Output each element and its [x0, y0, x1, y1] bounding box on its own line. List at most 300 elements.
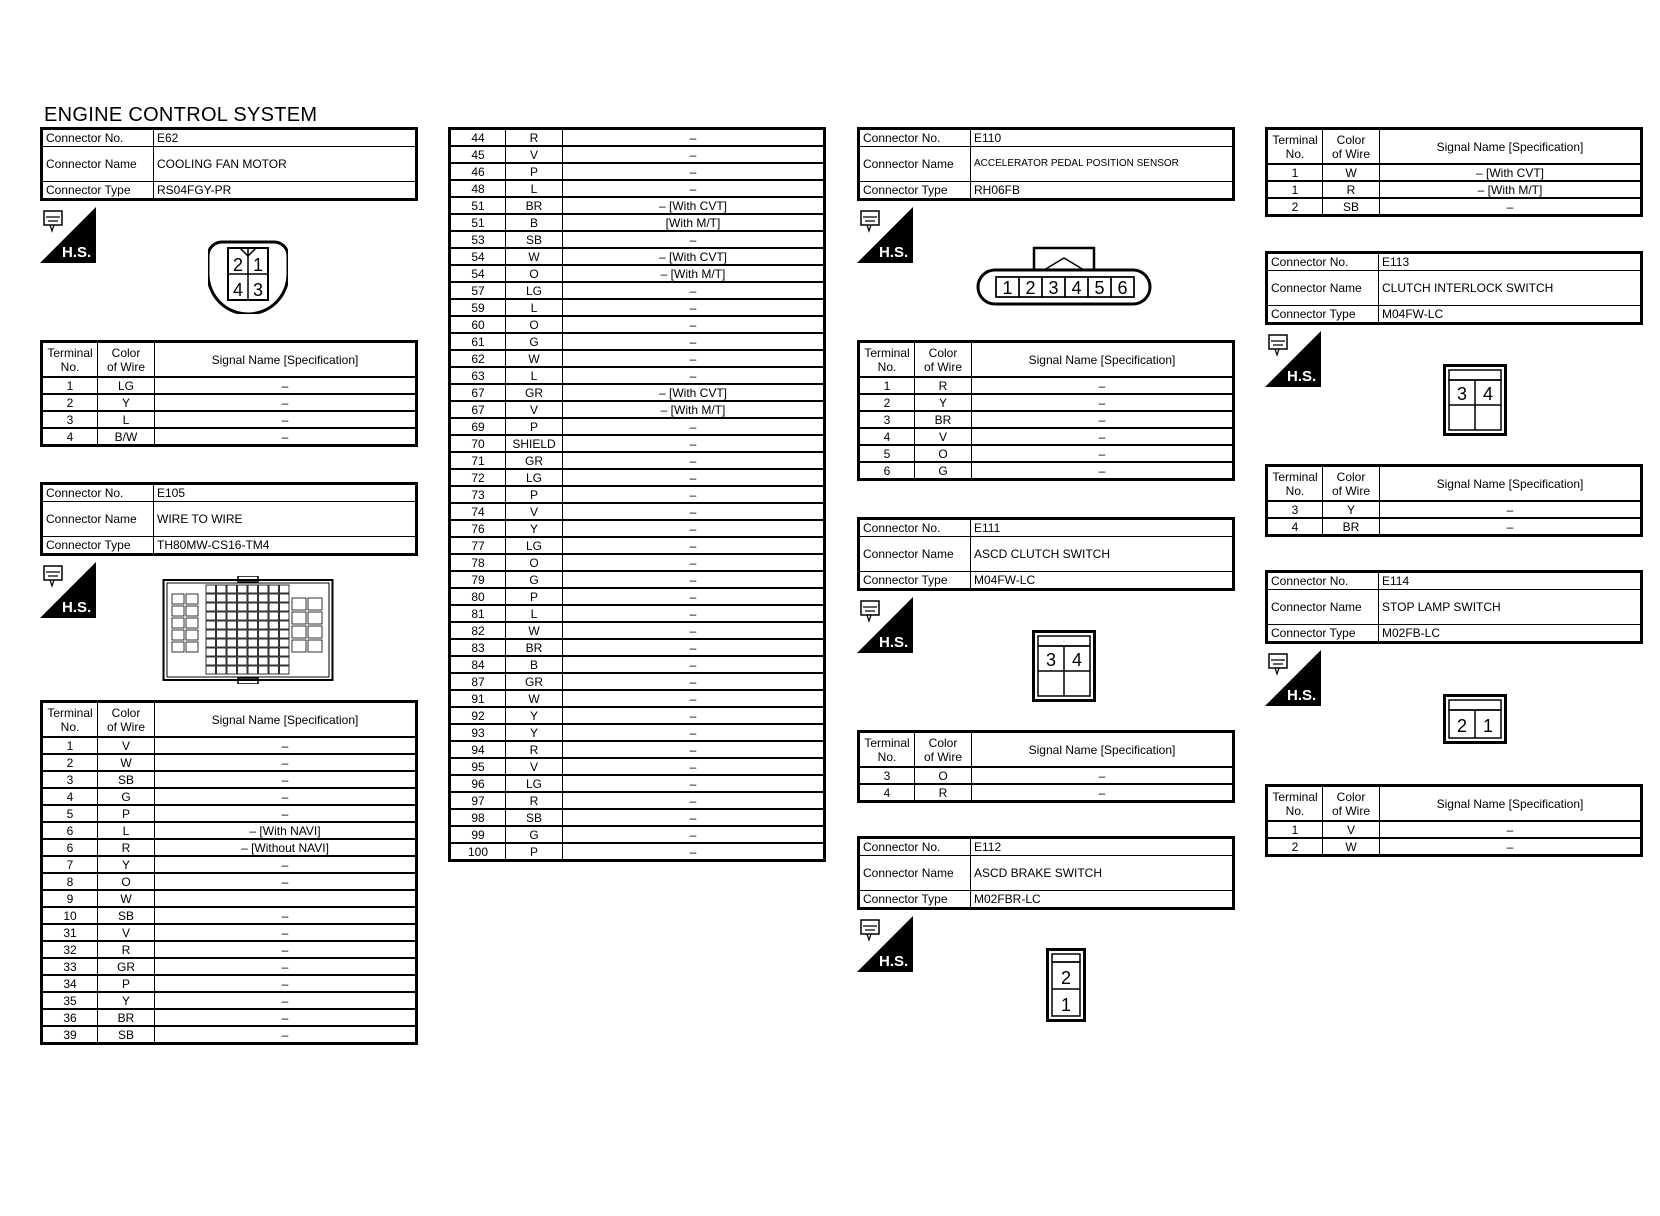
terminal-no: 96 — [450, 775, 506, 792]
signal-header: Signal Name [Specification] — [972, 342, 1234, 378]
terminal-no: 62 — [450, 350, 506, 367]
table-row — [859, 377, 1234, 394]
pin-label: 2 — [1456, 716, 1468, 736]
wire-color: P — [98, 805, 155, 822]
signal-name: – — [972, 394, 1234, 411]
pin-cell — [238, 648, 248, 656]
connector-no: E110 — [971, 129, 1234, 147]
connector-no: E111 — [971, 519, 1234, 537]
table-row — [450, 792, 825, 809]
signal-name: – — [972, 784, 1234, 802]
signal-name: – — [1380, 838, 1642, 856]
signal-name: – — [563, 452, 825, 469]
signal-name: – — [155, 805, 417, 822]
signal-name: – — [1380, 518, 1642, 536]
terminal-no: 46 — [450, 163, 506, 180]
connector-name: STOP LAMP SWITCH — [1379, 590, 1642, 625]
harness-side-icon — [1265, 331, 1321, 387]
pin-cell — [172, 618, 184, 628]
signal-name: – — [563, 690, 825, 707]
table-row — [450, 401, 825, 418]
terminal-no: 1 — [42, 737, 98, 754]
pin-cell — [280, 594, 290, 602]
wire-color: W — [506, 350, 563, 367]
terminal-no: 33 — [42, 958, 98, 975]
wire-color: W — [98, 754, 155, 771]
wire-color: GR — [506, 384, 563, 401]
table-row — [450, 452, 825, 469]
wire-color: O — [506, 265, 563, 282]
connector-type: M04FW-LC — [971, 572, 1234, 590]
terminal-no: 51 — [450, 214, 506, 231]
pin-cell — [269, 612, 279, 620]
terminal-table-e112 — [1265, 127, 1643, 217]
signal-name: – — [155, 975, 417, 992]
table-row — [1267, 518, 1642, 536]
connector-info-e110: Connector No. E110 Connector Name ACCELERATOR PEDAL POSITION SENSOR Connector Type RH06FB — [857, 127, 1235, 201]
signal-name: – — [563, 622, 825, 639]
svg-text:H.S.: H.S. — [1287, 687, 1317, 704]
wire-color: G — [915, 462, 972, 480]
pin-cell — [206, 648, 216, 656]
signal-name: – — [563, 775, 825, 792]
table-row — [859, 411, 1234, 428]
pin-label: 2 — [1060, 968, 1072, 988]
connector-face-e105 — [162, 576, 334, 684]
terminal-no: 77 — [450, 537, 506, 554]
wire-color: W — [1323, 838, 1380, 856]
table-row — [450, 367, 825, 384]
terminal-no: 2 — [1267, 838, 1323, 856]
connector-face-e62 — [208, 238, 288, 314]
table-row — [450, 520, 825, 537]
terminal-no: 32 — [42, 941, 98, 958]
connector-info-e62: Connector No. E62 Connector Name COOLING FAN MOTOR Connector Type RS04FGY-PR — [40, 127, 418, 201]
terminal-no: 1 — [1267, 181, 1323, 198]
signal-name: [With M/T] — [563, 214, 825, 231]
terminal-no: 5 — [859, 445, 915, 462]
table-row — [450, 350, 825, 367]
pin-cell — [259, 666, 269, 674]
terminal-no: 36 — [42, 1009, 98, 1026]
wire-color: P — [506, 588, 563, 605]
terminal-no: 35 — [42, 992, 98, 1009]
terminal-no: 2 — [859, 394, 915, 411]
pin-label: 1 — [1002, 278, 1013, 298]
signal-name: – — [155, 754, 417, 771]
signal-name: – — [563, 469, 825, 486]
terminal-no: 81 — [450, 605, 506, 622]
pin-cell — [238, 621, 248, 629]
wire-color: G — [506, 333, 563, 350]
connector-name: ACCELERATOR PEDAL POSITION SENSOR — [971, 147, 1234, 182]
table-header — [859, 732, 1234, 768]
wire-color: BR — [1323, 518, 1380, 536]
signal-name: – — [1380, 501, 1642, 518]
pin-cell — [217, 666, 227, 674]
signal-name: – — [155, 856, 417, 873]
signal-name: – — [972, 428, 1234, 445]
harness-side-icon — [40, 562, 96, 618]
pin-cell — [308, 626, 322, 638]
terminal-table-e110 — [857, 340, 1235, 481]
page-title: ENGINE CONTROL SYSTEM — [44, 104, 318, 126]
pin-cell — [227, 630, 237, 638]
wire-color: SB — [506, 231, 563, 248]
pin-cell — [217, 657, 227, 665]
wire-color: V — [506, 401, 563, 418]
terminal-table-e114 — [1265, 784, 1643, 857]
terminal-no-header: Terminal No. — [1267, 466, 1323, 502]
pin-label: 6 — [1117, 278, 1128, 298]
pin-cell — [238, 630, 248, 638]
pin-cell — [269, 639, 279, 647]
table-header — [42, 702, 417, 738]
wire-color: L — [506, 299, 563, 316]
terminal-no: 9 — [42, 890, 98, 907]
signal-name: – — [563, 520, 825, 537]
pin-cell — [206, 666, 216, 674]
pin-cell — [186, 594, 198, 604]
terminal-no: 83 — [450, 639, 506, 656]
terminal-no: 2 — [1267, 198, 1323, 216]
terminal-no: 45 — [450, 146, 506, 163]
signal-header: Signal Name [Specification] — [1380, 466, 1642, 502]
table-header — [42, 342, 417, 378]
pin-cell — [217, 585, 227, 593]
pin-cell — [186, 606, 198, 616]
table-row — [450, 231, 825, 248]
wire-color: Y — [98, 394, 155, 411]
table-row — [42, 924, 417, 941]
pin-label: 4 — [1071, 650, 1083, 670]
wire-color: Y — [506, 520, 563, 537]
table-row — [42, 377, 417, 394]
signal-name: – — [563, 486, 825, 503]
signal-name: – — [563, 673, 825, 690]
terminal-no: 94 — [450, 741, 506, 758]
pin-label: 3 — [1456, 384, 1468, 404]
connector-type: RH06FB — [971, 182, 1234, 200]
pin-label: 4 — [1071, 278, 1082, 298]
connector-name: COOLING FAN MOTOR — [154, 147, 417, 182]
wire-color: O — [915, 445, 972, 462]
pin-cell — [227, 585, 237, 593]
table-row — [42, 907, 417, 924]
terminal-no: 3 — [42, 771, 98, 788]
wire-color: LG — [506, 469, 563, 486]
connector-name: ASCD CLUTCH SWITCH — [971, 537, 1234, 572]
terminal-no: 6 — [859, 462, 915, 480]
wire-color: R — [506, 129, 563, 147]
signal-name: – — [563, 588, 825, 605]
pin-cell — [206, 621, 216, 629]
wire-color: L — [506, 605, 563, 622]
signal-name: – — [563, 724, 825, 741]
wire-color: GR — [506, 452, 563, 469]
color-header: Color of Wire — [98, 342, 155, 378]
signal-name: – — [972, 462, 1234, 480]
terminal-no: 3 — [1267, 501, 1323, 518]
signal-name: – — [563, 180, 825, 197]
table-row — [450, 554, 825, 571]
wire-color: BR — [506, 197, 563, 214]
pin-label: 1 — [252, 255, 264, 275]
table-row — [450, 214, 825, 231]
signal-name: – — [563, 605, 825, 622]
terminal-no: 51 — [450, 197, 506, 214]
terminal-no: 67 — [450, 401, 506, 418]
pin-cell — [308, 612, 322, 624]
svg-text:H.S.: H.S. — [879, 953, 909, 970]
table-row — [859, 462, 1234, 480]
harness-side-icon — [857, 916, 913, 972]
pin-cell — [227, 657, 237, 665]
pin-cell — [248, 621, 258, 629]
svg-text:H.S.: H.S. — [879, 244, 909, 261]
terminal-no: 1 — [859, 377, 915, 394]
terminal-table-e105-continued — [448, 127, 826, 862]
table-row — [42, 788, 417, 805]
harness-side-icon — [857, 207, 913, 263]
pin-cell — [186, 630, 198, 640]
table-row — [859, 428, 1234, 445]
signal-name: – — [563, 367, 825, 384]
table-row — [450, 248, 825, 265]
terminal-no: 7 — [42, 856, 98, 873]
table-row — [450, 588, 825, 605]
wire-color: W — [506, 622, 563, 639]
table-row — [450, 316, 825, 333]
wire-color: R — [915, 784, 972, 802]
terminal-no: 93 — [450, 724, 506, 741]
terminal-no: 63 — [450, 367, 506, 384]
signal-header: Signal Name [Specification] — [155, 342, 417, 378]
table-row — [859, 784, 1234, 802]
pin-cell — [186, 642, 198, 652]
signal-name: – — [563, 503, 825, 520]
wire-color: V — [1323, 821, 1380, 838]
pin-cell — [238, 585, 248, 593]
signal-name: – [With M/T] — [563, 401, 825, 418]
terminal-no: 5 — [42, 805, 98, 822]
signal-name: – — [1380, 821, 1642, 838]
table-row — [42, 805, 417, 822]
table-row — [450, 486, 825, 503]
pin-cell — [217, 603, 227, 611]
table-row — [450, 129, 825, 147]
terminal-no: 1 — [1267, 821, 1323, 838]
table-row — [42, 822, 417, 839]
terminal-no-header: Terminal No. — [859, 342, 915, 378]
signal-name: – — [155, 1026, 417, 1044]
terminal-no: 53 — [450, 231, 506, 248]
terminal-no: 54 — [450, 265, 506, 282]
terminal-no: 98 — [450, 809, 506, 826]
pin-cell — [217, 594, 227, 602]
wire-color: V — [506, 146, 563, 163]
signal-name: – — [155, 907, 417, 924]
terminal-no: 3 — [42, 411, 98, 428]
signal-name: – — [563, 707, 825, 724]
color-header: Color of Wire — [1323, 466, 1380, 502]
pin-cell — [248, 594, 258, 602]
terminal-table-e113 — [1265, 464, 1643, 537]
terminal-no: 69 — [450, 418, 506, 435]
pin-cell — [206, 603, 216, 611]
pin-cell — [186, 618, 198, 628]
signal-name: – — [155, 394, 417, 411]
table-row — [450, 265, 825, 282]
table-row — [42, 771, 417, 788]
table-row — [450, 469, 825, 486]
terminal-no: 71 — [450, 452, 506, 469]
pin-cell — [238, 594, 248, 602]
terminal-table-e111 — [857, 730, 1235, 803]
table-row — [859, 394, 1234, 411]
svg-text:H.S.: H.S. — [62, 244, 92, 261]
signal-name: – [With M/T] — [1380, 181, 1642, 198]
pin-cell — [206, 639, 216, 647]
terminal-table-e105 — [40, 700, 418, 1045]
table-row — [1267, 164, 1642, 181]
wire-color: P — [506, 418, 563, 435]
signal-name: – — [563, 792, 825, 809]
terminal-no: 44 — [450, 129, 506, 147]
table-header — [859, 342, 1234, 378]
wire-color: SB — [98, 1026, 155, 1044]
pin-cell — [269, 666, 279, 674]
table-row — [42, 411, 417, 428]
wire-color: GR — [98, 958, 155, 975]
signal-name: – — [155, 788, 417, 805]
wire-color: B/W — [98, 428, 155, 446]
wire-color: L — [506, 180, 563, 197]
terminal-no: 76 — [450, 520, 506, 537]
pin-cell — [227, 666, 237, 674]
pin-cell — [269, 648, 279, 656]
pin-cell — [172, 594, 184, 604]
connector-no: E62 — [154, 129, 417, 147]
wire-color: Y — [1323, 501, 1380, 518]
table-row — [1267, 181, 1642, 198]
terminal-no: 4 — [1267, 518, 1323, 536]
pin-cell — [280, 612, 290, 620]
pin-cell — [292, 640, 306, 652]
signal-name — [155, 890, 417, 907]
table-row — [42, 428, 417, 446]
connector-name: WIRE TO WIRE — [154, 502, 417, 537]
wire-color: BR — [915, 411, 972, 428]
pin-cell — [269, 585, 279, 593]
wire-color: V — [98, 924, 155, 941]
terminal-no: 61 — [450, 333, 506, 350]
wire-color: R — [506, 792, 563, 809]
wire-color: W — [506, 248, 563, 265]
table-row — [450, 826, 825, 843]
connector-face-e110 — [976, 246, 1152, 308]
signal-name: – — [563, 554, 825, 571]
color-header: Color of Wire — [915, 732, 972, 768]
signal-name: – — [972, 767, 1234, 784]
wire-color: Y — [98, 856, 155, 873]
table-row — [42, 890, 417, 907]
svg-text:H.S.: H.S. — [879, 634, 909, 651]
terminal-no: 79 — [450, 571, 506, 588]
table-row — [1267, 838, 1642, 856]
terminal-no: 97 — [450, 792, 506, 809]
pin-label: 3 — [1045, 650, 1057, 670]
signal-header: Signal Name [Specification] — [1380, 786, 1642, 822]
pin-cell — [292, 626, 306, 638]
terminal-no: 6 — [42, 822, 98, 839]
pin-cell — [217, 639, 227, 647]
table-row — [450, 673, 825, 690]
connector-no: E113 — [1379, 253, 1642, 271]
wire-color: L — [506, 367, 563, 384]
table-row — [450, 180, 825, 197]
terminal-no-header: Terminal No. — [1267, 786, 1323, 822]
connector-info-e112: Connector No. E112 Connector Name ASCD BRAKE SWITCH Connector Type M02FBR-LC — [857, 836, 1235, 910]
table-row — [450, 707, 825, 724]
wire-color: SB — [98, 771, 155, 788]
wire-color: B — [506, 656, 563, 673]
signal-name: – — [155, 992, 417, 1009]
pin-cell — [248, 666, 258, 674]
signal-name: – [With CVT] — [563, 248, 825, 265]
terminal-no: 31 — [42, 924, 98, 941]
terminal-no: 70 — [450, 435, 506, 452]
terminal-no: 99 — [450, 826, 506, 843]
wire-color: V — [506, 503, 563, 520]
table-row — [450, 741, 825, 758]
pin-cell — [238, 612, 248, 620]
wire-color: Y — [915, 394, 972, 411]
svg-text:H.S.: H.S. — [62, 599, 92, 616]
color-header: Color of Wire — [915, 342, 972, 378]
terminal-no: 4 — [859, 784, 915, 802]
table-row — [450, 809, 825, 826]
wire-color: BR — [98, 1009, 155, 1026]
terminal-no: 57 — [450, 282, 506, 299]
terminal-no: 73 — [450, 486, 506, 503]
wire-color: R — [506, 741, 563, 758]
terminal-no: 1 — [42, 377, 98, 394]
pin-cell — [280, 657, 290, 665]
pin-cell — [227, 648, 237, 656]
wire-color: W — [1323, 164, 1380, 181]
terminal-no: 91 — [450, 690, 506, 707]
terminal-no: 87 — [450, 673, 506, 690]
pin-cell — [292, 598, 306, 610]
terminal-no: 74 — [450, 503, 506, 520]
pin-cell — [206, 630, 216, 638]
table-row — [42, 941, 417, 958]
table-row — [450, 758, 825, 775]
pin-cell — [217, 612, 227, 620]
table-row — [859, 445, 1234, 462]
connector-info-e105: Connector No. E105 Connector Name WIRE TO WIRE Connector Type TH80MW-CS16-TM4 — [40, 482, 418, 556]
wire-color: R — [98, 839, 155, 856]
table-row — [1267, 501, 1642, 518]
color-header: Color of Wire — [98, 702, 155, 738]
pin-cell — [280, 603, 290, 611]
pin-cell — [248, 648, 258, 656]
pin-cell — [238, 639, 248, 647]
signal-name: – — [563, 741, 825, 758]
wire-color: V — [915, 428, 972, 445]
pin-cell — [217, 648, 227, 656]
